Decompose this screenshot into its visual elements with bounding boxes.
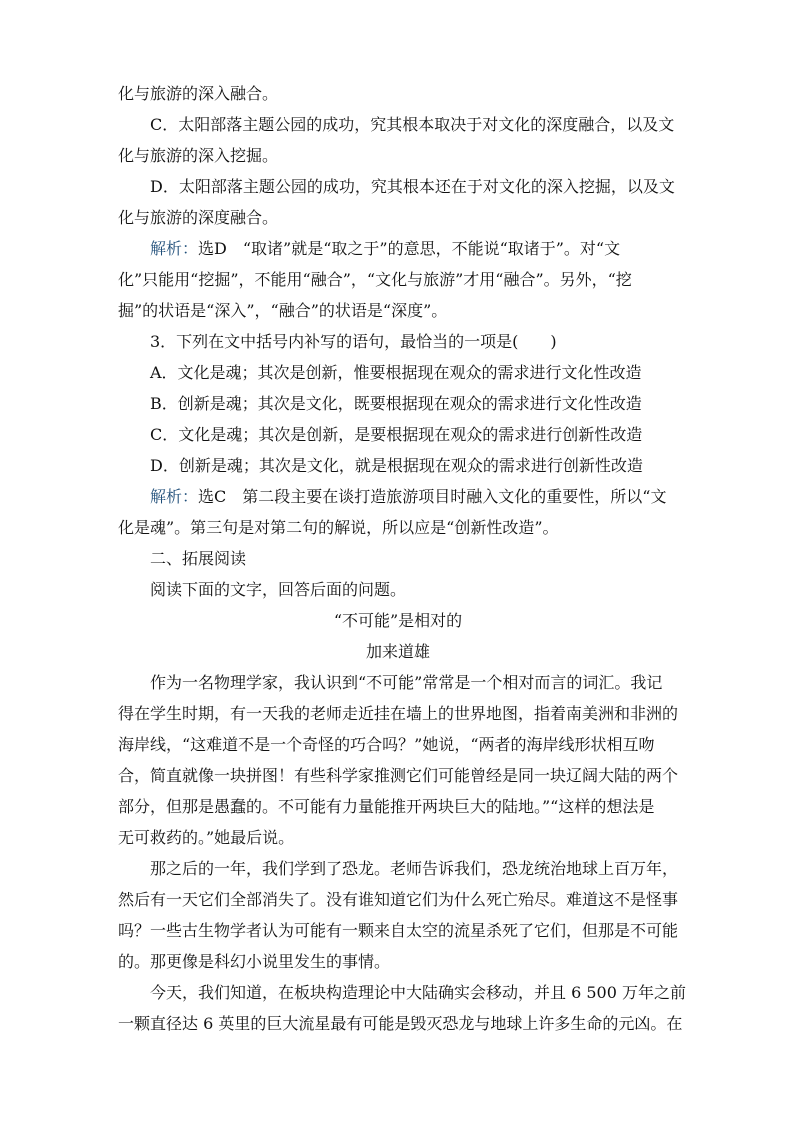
document-page <box>118 78 686 1039</box>
paragraph-line: 那之后的一年，我们学到了恐龙。老师告诉我们，恐龙统治地球上百万年， <box>150 859 679 878</box>
analysis-3-text: 选C 第二段主要在谈打造旅游项目时融入文化的重要性，所以“文 <box>198 487 667 506</box>
paragraph-line: 合，简直就像一块拼图！有些科学家推测它们可能曾经是同一块辽阔大陆的两个 <box>118 766 679 785</box>
analysis-label: 解析： <box>150 487 199 506</box>
paragraph-line: 今天，我们知道，在板块构造理论中大陆确实会移动，并且 6 500 万年之前 <box>150 983 686 1002</box>
analysis-label: 解析： <box>150 239 199 258</box>
analysis-2-line3: 掘”的状语是“深入”，“融合”的状语是“深度”。 <box>118 301 448 320</box>
question-3-option-c: C．文化是魂；其次是创新，是要根据现在观众的需求进行创新性改造 <box>150 425 643 444</box>
question-3-option-b: B．创新是魂；其次是文化，既要根据现在观众的需求进行文化性改造 <box>150 394 642 413</box>
paragraph-line: 一颗直径达 6 英里的巨大流星最有可能是毁灭恐龙与地球上许多生命的元凶。在 <box>118 1014 683 1033</box>
option-d-line2: 化与旅游的深度融合。 <box>118 208 279 227</box>
article-author: 加来道雄 <box>365 642 430 661</box>
option-d-line1: D．太阳部落主题公园的成功，究其根本还在于对文化的深入挖掘，以及文 <box>150 177 675 196</box>
section-heading: 二、拓展阅读 <box>150 549 247 568</box>
question-3-option-a: A．文化是魂；其次是创新，惟要根据现在观众的需求进行文化性改造 <box>150 363 642 382</box>
paragraph-line: 海岸线，“这难道不是一个奇怪的巧合吗？”她说，“两者的海岸线形状相互吻 <box>118 735 655 754</box>
article-title: “不可能”是相对的 <box>333 611 463 630</box>
analysis-3-line2: 化是魂”。第三句是对第二句的解说，所以应是“创新性改造”。 <box>118 518 559 537</box>
analysis-2-line2: 化”只能用“挖掘”，不能用“融合”，“文化与旅游”才用“融合”。另外，“挖 <box>118 270 632 289</box>
analysis-2-line1 <box>118 233 678 264</box>
analysis-3-line1 <box>118 481 678 512</box>
text-line: 化与旅游的深入融合。 <box>118 84 279 103</box>
question-3-stem: 3．下列在文中括号内补写的语句，最恰当的一项是( ) <box>150 332 557 351</box>
paragraph-line: 部分，但那是愚蠢的。不可能有力量能推开两块巨大的陆地。”“这样的想法是 <box>118 797 655 816</box>
paragraph-line: 作为一名物理学家，我认识到“不可能”常常是一个相对而言的词汇。我记 <box>150 673 663 692</box>
question-3-option-d: D．创新是魂；其次是文化，就是根据现在观众的需求进行创新性改造 <box>150 456 643 475</box>
paragraph-line: 吗？一些古生物学者认为可能有一颗来自太空的流星杀死了它们，但那是不可能 <box>118 921 679 940</box>
section-instruction: 阅读下面的文字，回答后面的问题。 <box>150 580 407 599</box>
option-c-line2: 化与旅游的深入挖掘。 <box>118 146 279 165</box>
paragraph-line: 得在学生时期，有一天我的老师走近挂在墙上的世界地图，指着南美洲和非洲的 <box>118 704 679 723</box>
analysis-2-text: 选D “取诸”就是“取之于”的意思，不能说“取诸于”。对“文 <box>198 239 621 258</box>
paragraph-line: 无可救药的。”她最后说。 <box>118 828 295 847</box>
option-c-line1: C．太阳部落主题公园的成功，究其根本取决于对文化的深度融合，以及文 <box>150 115 675 134</box>
paragraph-line: 然后有一天它们全部消失了。没有谁知道它们为什么死亡殆尽。难道这不是怪事 <box>118 890 679 909</box>
paragraph-line: 的。那更像是科幻小说里发生的事情。 <box>118 952 391 971</box>
